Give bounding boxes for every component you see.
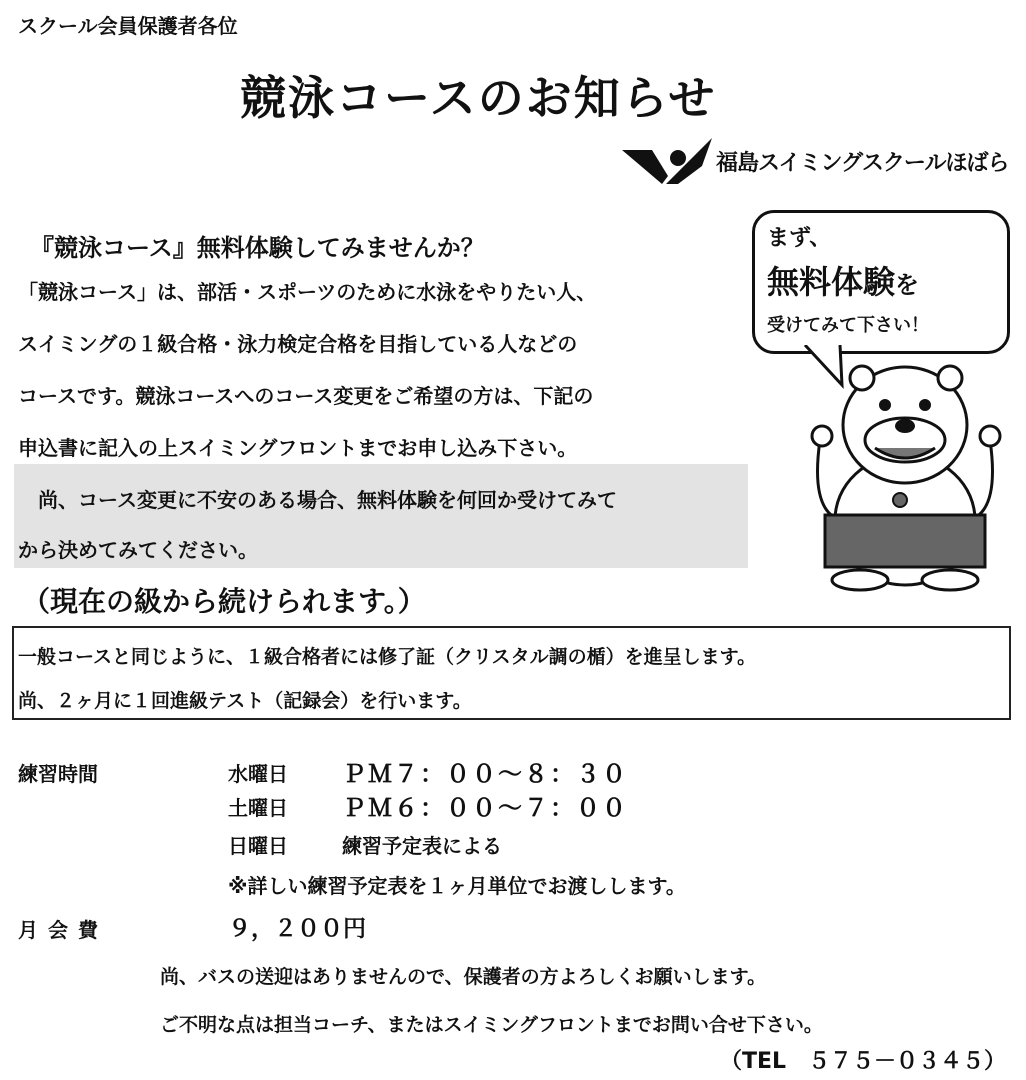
note-line: から決めてみてください。 (18, 538, 258, 562)
fee-label: 月会費 (18, 918, 108, 942)
continue-note: （現在の級から続けられます。） (22, 585, 426, 618)
schedule-day: 水曜日 (228, 762, 288, 786)
box-line: 一般コースと同じように、１級合格者には修了証（クリスタル調の楯）を進呈します。 (18, 646, 757, 668)
schedule-day: 土曜日 (228, 796, 288, 820)
bubble-highlight: 無料体験 (767, 263, 896, 301)
school-name: 福島スイミングスクールほばら (716, 151, 1009, 176)
speech-bubble (752, 210, 1010, 354)
schedule-label: 練習時間 (18, 762, 98, 786)
page-title: 競泳コースのお知らせ (240, 71, 717, 125)
paragraph-line: コースです。競泳コースへのコース変更をご希望の方は、下記の (18, 384, 594, 408)
bubble-particle: を (895, 271, 920, 299)
fee-value: ９，２００円 (228, 916, 366, 942)
paragraph-line: スイミングの１級合格・泳力検定合格を目指している人などの (18, 332, 578, 356)
footer-line: ご不明な点は担当コーチ、またはスイミングフロントまでお問い合せ下さい。 (160, 1014, 823, 1036)
box-line: 尚、２ヶ月に１回進級テスト（記録会）を行います。 (18, 690, 472, 712)
schedule-day: 日曜日 (228, 834, 288, 858)
schedule-note: ※詳しい練習予定表を１ヶ月単位でお渡しします。 (228, 874, 686, 898)
section-heading: 『競泳コース』無料体験してみませんか？ (30, 234, 485, 262)
bubble-line3: 受けてみて下さい！ (767, 315, 929, 336)
paragraph-line: 「競泳コース」は、部活・スポーツのために水泳をやりたい人、 (18, 280, 597, 304)
bear-mascot-illustration (800, 360, 1010, 600)
schedule-time: 練習予定表による (342, 834, 502, 858)
schedule-time: ＰＭ６：００～７：００ (342, 794, 628, 822)
bubble-line1: まず、 (767, 226, 832, 251)
school-logo-icon (622, 136, 714, 186)
telephone: （TEL ５７５－０３４５） (720, 1049, 1007, 1074)
addressee: スクール会員保護者各位 (18, 14, 238, 38)
paragraph-line: 申込書に記入の上スイミングフロントまでお申し込み下さい。 (18, 436, 578, 460)
footer-line: 尚、バスの送迎はありませんので、保護者の方よろしくお願いします。 (160, 966, 767, 988)
schedule-time: ＰＭ７：００～８：３０ (342, 760, 628, 788)
note-line: 尚、コース変更に不安のある場合、無料体験を何回か受けてみて (18, 488, 617, 512)
